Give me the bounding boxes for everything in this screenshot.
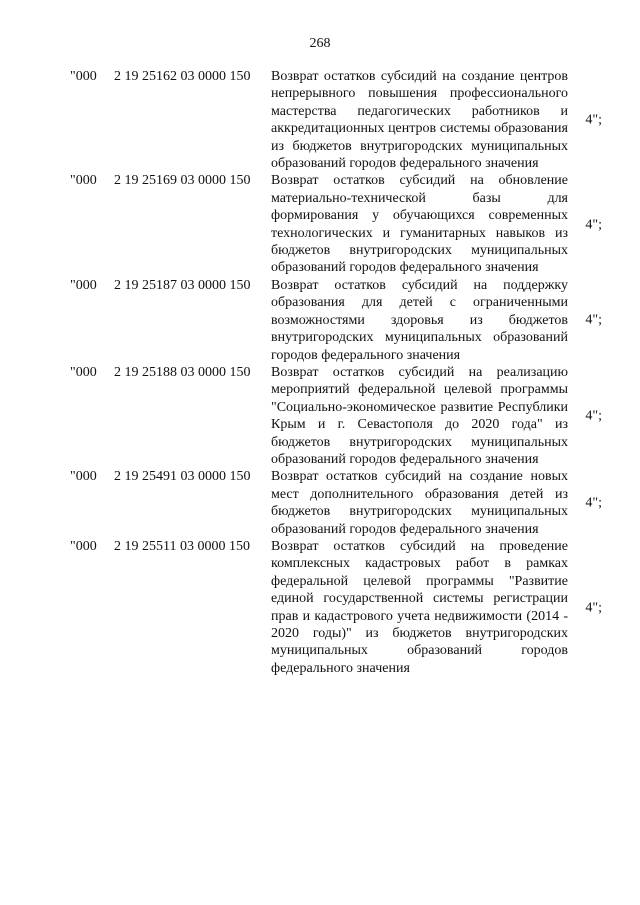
row-description: Возврат остатков субсидий на реализацию мероприятий федеральной целевой программы "Социально-экономическое развитие Республики Крым и г. Севастополя до 2020 года" из бюджетов внутригородских муниципальных образований городов федерального значения xyxy=(271,364,568,467)
row-description: Возврат остатков субсидий на создание новых мест дополнительного образования детей из бюджетов внутригородских муниципальных образований городов федерального значения xyxy=(271,469,568,537)
row-closing-mark: 4"; xyxy=(585,112,602,128)
row-closing-mark: 4"; xyxy=(585,599,602,615)
budget-code: 2 19 25188 03 0000 150 xyxy=(114,364,251,380)
admin-code: "000 xyxy=(70,364,97,380)
row-description: Возврат остатков субсидий на создание центров непрерывного повышения профессионального мастерства педагогических работников и аккредитационных центров системы образования из бюджетов внутригородских муниципальных образований городов федерального значения xyxy=(271,69,568,172)
admin-code: "000 xyxy=(70,69,97,84)
table-row xyxy=(0,538,640,677)
admin-code: "000 xyxy=(70,538,97,554)
budget-code: 2 19 25511 03 0000 150 xyxy=(114,538,250,554)
row-closing-mark: 4"; xyxy=(585,216,602,232)
row-description: Возврат остатков субсидий на обновление материально-технической базы для формирования у обучающихся современных технологических и гуманитарных навыков из бюджетов внутригородских муниципальных образований городов федерального значения xyxy=(271,173,568,276)
row-description: Возврат остатков субсидий на поддержку образования для детей с ограниченными возможностями здоровья из бюджетов внутригородских муниципальных образований городов федерального значения xyxy=(271,277,568,363)
table-row xyxy=(0,68,640,172)
table-row xyxy=(0,172,640,276)
budget-code: 2 19 25187 03 0000 150 xyxy=(114,277,251,293)
page-number: 268 xyxy=(309,36,331,51)
row-closing-mark: 4"; xyxy=(585,495,602,511)
table-row xyxy=(0,468,640,538)
admin-code: "000 xyxy=(70,469,97,485)
admin-code: "000 xyxy=(70,173,97,189)
table-row xyxy=(0,277,640,364)
row-description: Возврат остатков субсидий на проведение комплексных кадастровых работ в рамках федеральной целевой программы "Развитие единой государственной системы регистрации прав и кадастрового учета недвижимости (2014 - 2020 годы)" из бюджетов внутригородских муниципальных образований городов федерального значения xyxy=(271,538,568,676)
budget-code: 2 19 25162 03 0000 150 xyxy=(114,69,251,84)
admin-code: "000 xyxy=(70,277,97,293)
row-closing-mark: 4"; xyxy=(585,408,602,424)
row-closing-mark: 4"; xyxy=(585,312,602,328)
budget-code: 2 19 25169 03 0000 150 xyxy=(114,173,251,189)
table-row xyxy=(0,364,640,468)
budget-code: 2 19 25491 03 0000 150 xyxy=(114,469,251,485)
classification-table xyxy=(0,68,640,677)
